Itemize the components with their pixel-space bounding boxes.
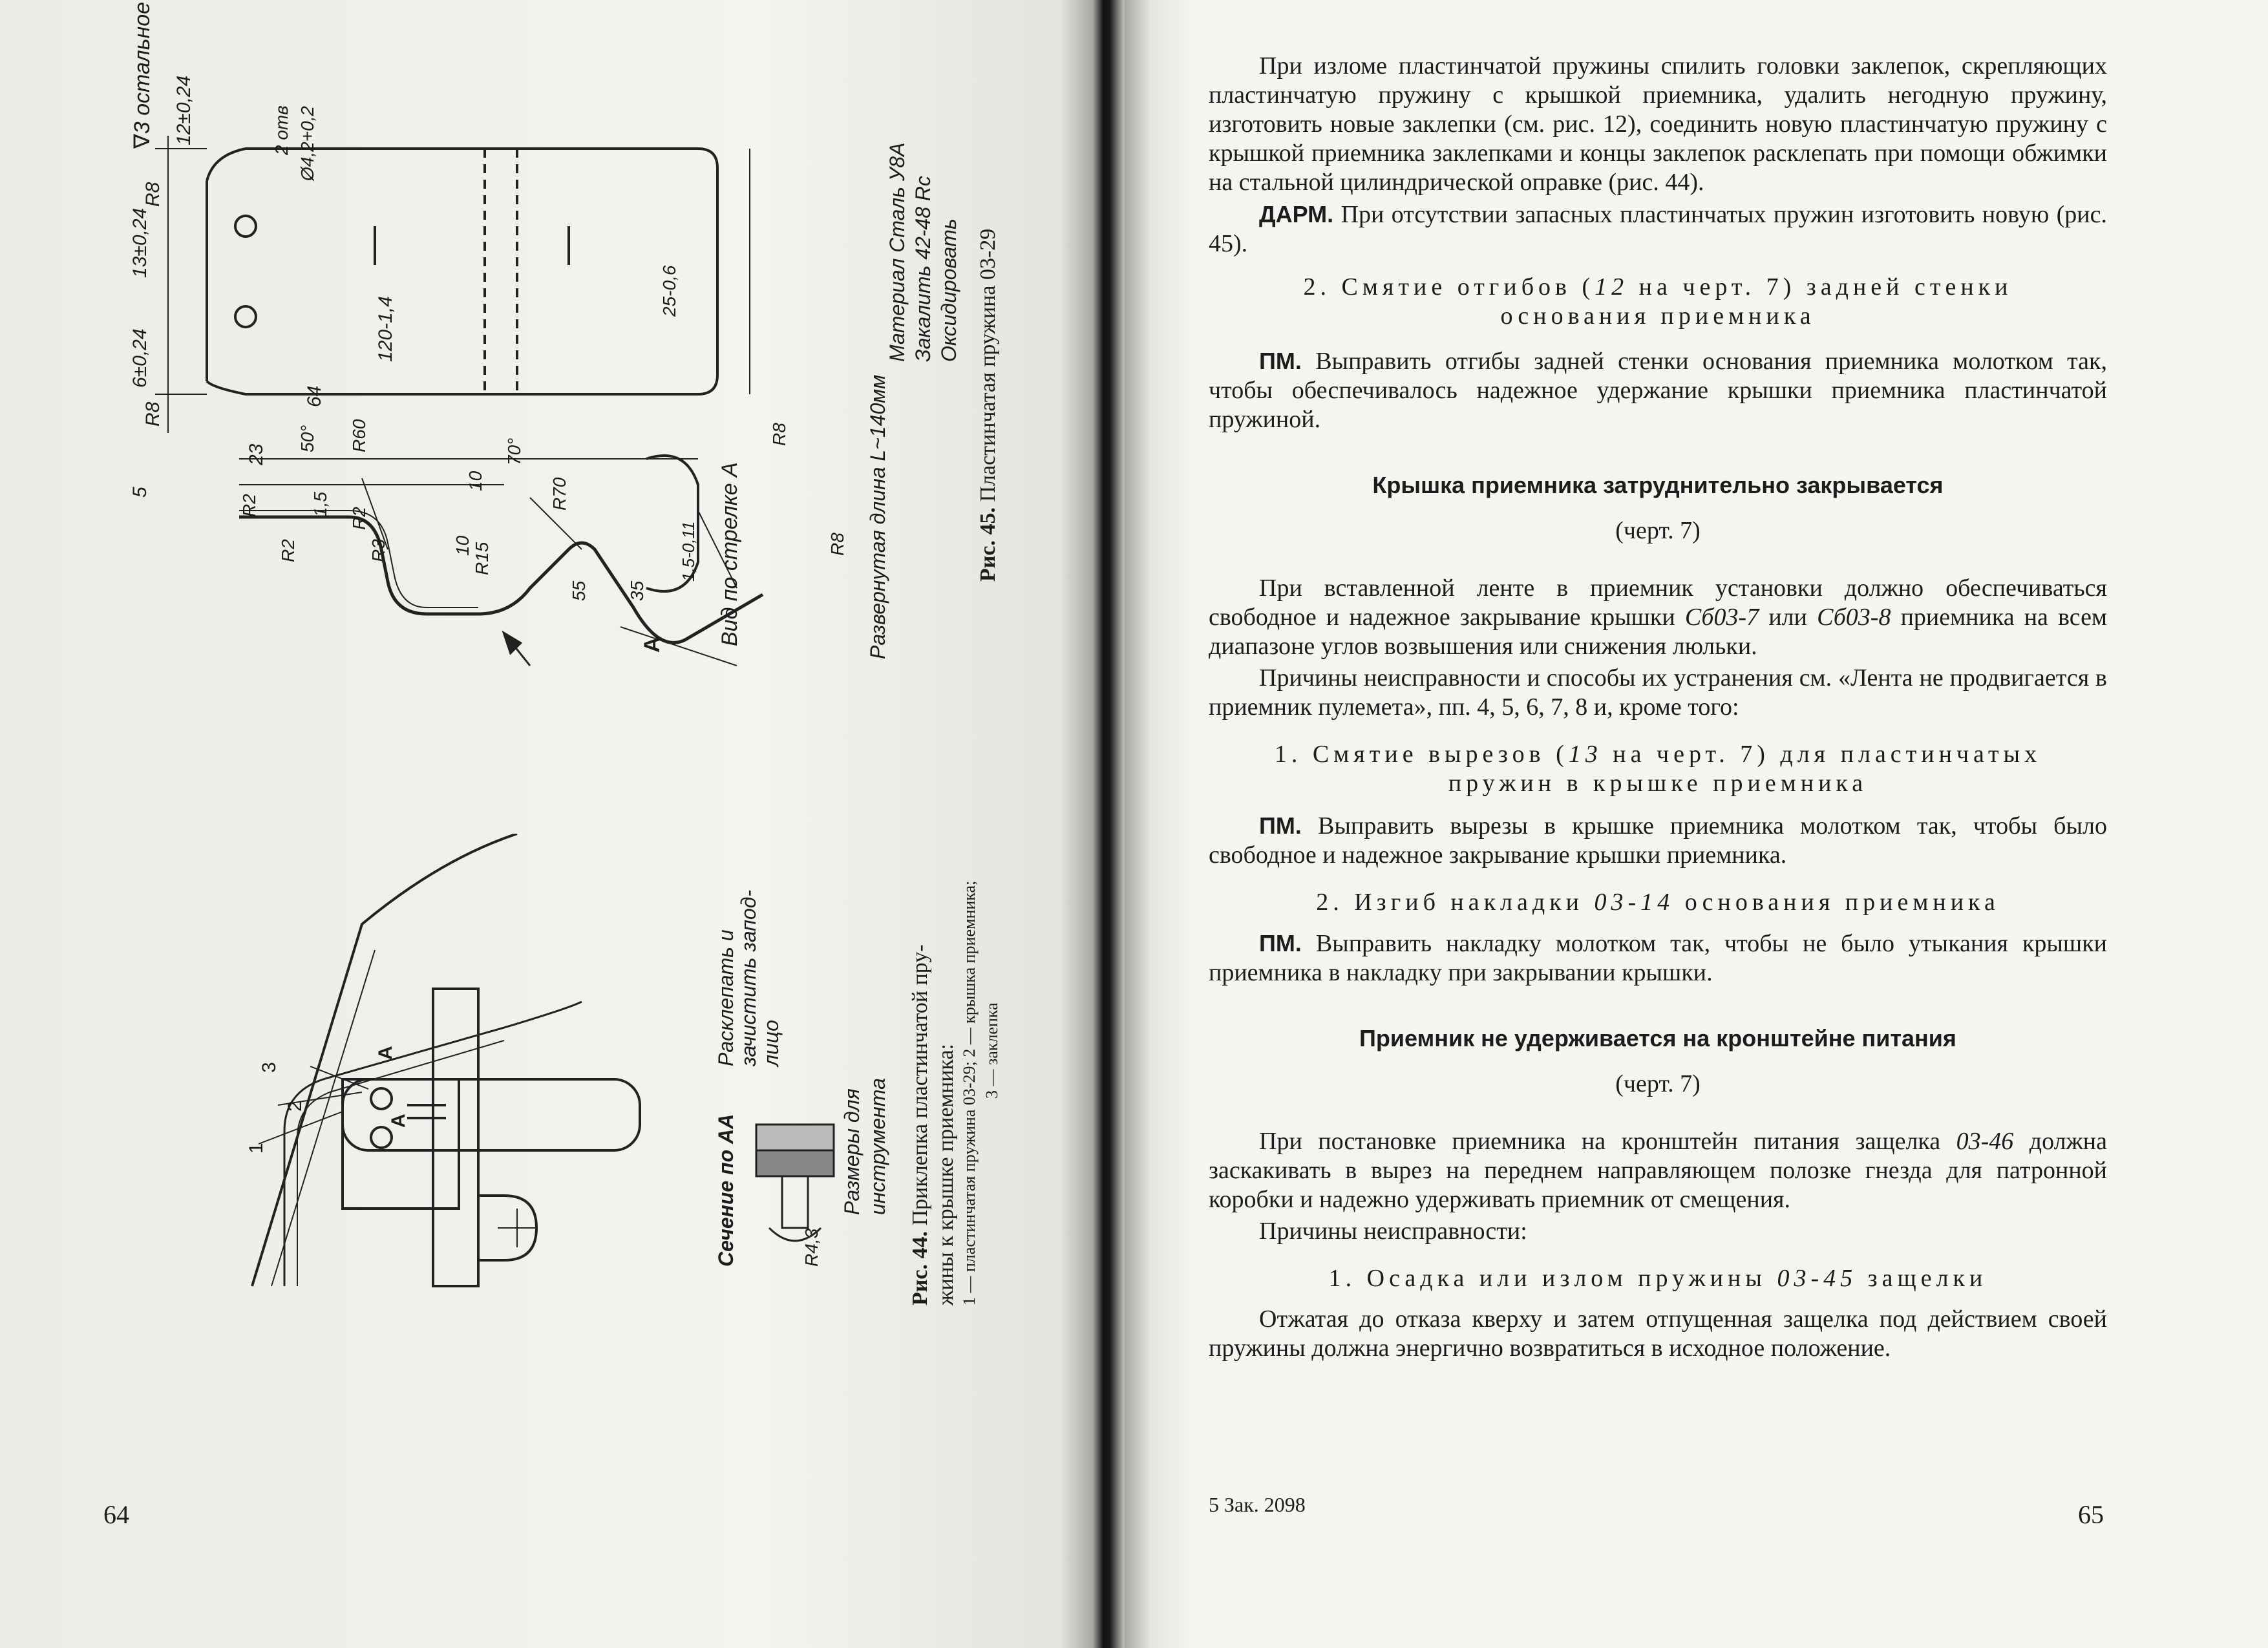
dim-holes: 2 отв: [271, 105, 291, 155]
dim-1-5: 1,5: [310, 492, 330, 517]
dim-r2-b: R2: [349, 507, 369, 530]
tool-note-1: Размеры для: [840, 1088, 864, 1215]
dim-r8-b: R8: [142, 401, 164, 427]
fig44-part-2: 2: [284, 1101, 306, 1112]
paragraph-10: Отжатая до отказа кверху и затем отпущенная защелка под действием своей пружины должна энергично возвратиться в исходное положение.: [1209, 1305, 2107, 1362]
paragraph-7: [1209, 929, 2107, 988]
fig44-part-3: 3: [259, 1062, 280, 1073]
heading-3-part-b: на черт. 7) для пластинчатых: [1602, 741, 2042, 768]
dim-r3: R3: [368, 539, 388, 562]
tool-note-2: инструмента: [866, 1078, 889, 1215]
fig44-caption-text-1: Приклепка пластинчатой пру-: [908, 944, 932, 1226]
heading-3-ref: 13: [1568, 741, 1602, 768]
dim-r8-a: R8: [142, 182, 164, 207]
part-ref-sb03-8: Сб03-8: [1817, 604, 1891, 631]
section-subtitle-1: (черт. 7): [1615, 517, 1701, 544]
fig45-caption-num: Рис. 45.: [976, 507, 1000, 582]
paragraph-3: [1209, 346, 2107, 434]
paragraph-6: [1209, 811, 2107, 870]
dim-10b: 10: [465, 470, 485, 491]
paragraph-4: [1209, 574, 2107, 661]
paragraph-9: Причины неисправности:: [1259, 1218, 1527, 1245]
heading-4-part-a: 2. Изгиб накладки: [1316, 889, 1595, 916]
fig44-a-top: A: [375, 1046, 396, 1060]
dim-55: 55: [569, 580, 589, 601]
section-drawing: [743, 1112, 847, 1254]
pm-label-2: ПМ.: [1259, 812, 1302, 839]
dim-thickness: 1,5-0,11: [679, 521, 698, 582]
paragraph-8: [1209, 1127, 2107, 1214]
heading-2-ref: 12: [1595, 273, 1629, 301]
dim-25: 25-0,6: [659, 265, 679, 317]
heading-2-part-a: 2. Смятие отгибов (: [1303, 273, 1595, 301]
dim-6: 6±0,24: [129, 328, 151, 388]
heading-4: [1209, 888, 2107, 917]
darm-label: ДАРМ.: [1259, 201, 1334, 227]
paragraph-2: [1209, 200, 2107, 259]
rivet-note-2: зачистить запод-: [737, 889, 760, 1066]
rivet-note-3: лицо: [759, 1020, 783, 1066]
heading-3-line-1: [1209, 740, 2107, 769]
fig44-caption-num: Рис. 44.: [908, 1231, 932, 1305]
dim-r2-a: R2: [239, 494, 259, 517]
dim-5: 5: [129, 487, 151, 498]
dim-50deg: 50°: [297, 425, 317, 452]
pm-label-1: ПМ.: [1259, 348, 1302, 374]
fig44-part-1: 1: [246, 1143, 267, 1154]
paragraph-4-part-c: приемника на всем диапазоне углов возвышения или снижения люльки.: [1209, 604, 2108, 660]
dim-r70: R70: [549, 477, 569, 511]
paragraph-5: Причины неисправности и способы их устранения см. «Лента не продвигается в приемник пулемета», пп. 4, 5, 6, 7, 8 и, кроме того:: [1209, 664, 2107, 721]
unfolded-length: Развернутая длина L~140мм: [866, 374, 889, 659]
dim-12: 12±0,24: [173, 75, 195, 145]
fig44-a-bottom: A: [388, 1114, 409, 1128]
paragraph-4-part-a: При вставленной ленте в приемник установки должно обеспечиваться свободное и надежное закрывание крышки: [1209, 575, 2107, 631]
dim-23: 23: [246, 443, 267, 465]
dim-35: 35: [627, 580, 647, 601]
dim-70deg: 70°: [504, 438, 524, 465]
view-label: Вид по стрелке А: [717, 462, 742, 646]
fig44-legend-1: 1 — пластинчатая пружина 03-29; 2 — крышка приемника;: [960, 880, 979, 1305]
heading-2-line-2: основания приемника: [1500, 302, 1816, 330]
section-label: Сечение по АА: [714, 1114, 737, 1267]
book-spine: [1060, 0, 1150, 1648]
paragraph-6-text: Выправить вырезы в крышке приемника молотком так, чтобы было свободное и надежное закрывание крышки приемника.: [1209, 812, 2107, 869]
paragraph-8-part-b: должна заскакивать в вырез на переднем направляющем полозке гнезда для патронной коробки и надежно удерживать приемник от смещения.: [1209, 1128, 2107, 1213]
dim-r2-c: R2: [278, 539, 298, 562]
print-order-note: 5 Зак. 2098: [1209, 1493, 1306, 1516]
heading-5: [1209, 1264, 2107, 1293]
pm-label-3: ПМ.: [1259, 930, 1302, 956]
paragraph-8-part-a: При постановке приемника на кронштейн питания защелка: [1259, 1128, 1956, 1155]
paragraph-4-part-b: или: [1759, 604, 1818, 631]
dim-13: 13±0,24: [129, 207, 151, 278]
fig44-legend-2: 3 — заклепка: [982, 1002, 1001, 1099]
fig44-caption-line-1: [908, 944, 933, 1305]
tool-dim-r43: R4,3: [801, 1228, 821, 1267]
arrow-a-label: A: [640, 637, 664, 653]
heading-4-part-b: основания приемника: [1674, 889, 2000, 916]
dim-view-r8: R8: [769, 423, 789, 446]
left-page-number: 64: [103, 1500, 129, 1529]
dim-10a: 10: [452, 535, 472, 556]
material-line-2: Закалить 42-48 Rc: [911, 175, 935, 362]
dim-roughness: ∇3 остальное: [130, 1, 154, 149]
heading-2-part-b: на черт. 7) задней стенки: [1628, 273, 2013, 301]
dim-view-r8-2: R8: [827, 533, 847, 556]
fig45-caption: [976, 229, 1001, 582]
material-line-3: Оксидировать: [937, 218, 960, 362]
paragraph-1: При изломе пластинчатой пружины спилить головки заклепок, скрепляющих пластинчатую пружину с крышкой приемника, удалить негодную пружину, изготовить новые заклепки (см. рис. 12), соединить новую пластинчатую пружину с крышкой приемника заклепками и концы заклепок расклепать при помощи обжимки на стальной цилиндрической оправке (рис. 44).: [1209, 52, 2107, 196]
section-title-1: Крышка приемника затруднительно закрывается: [1372, 472, 1944, 498]
heading-5-ref: 03-45: [1777, 1265, 1858, 1292]
dim-r60: R60: [349, 419, 369, 452]
dim-64: 64: [304, 385, 325, 407]
paragraph-7-text: Выправить накладку молотком так, чтобы не было утыкания крышки приемника в накладку при закрывании крышки.: [1209, 930, 2107, 986]
part-ref-sb03-7: Сб03-7: [1684, 604, 1759, 631]
heading-3-line-2: пружин в крышке приемника: [1448, 770, 1868, 797]
fig45-drawing: [116, 97, 795, 679]
heading-4-ref: 03-14: [1594, 889, 1675, 916]
dim-hole-d: Ø4,2+0,2: [297, 106, 317, 181]
fig45-caption-text: Пластинчатая пружина 03-29: [976, 228, 1000, 502]
heading-3-part-a: 1. Смятие вырезов (: [1274, 741, 1569, 768]
heading-2-line-1: [1209, 273, 2107, 302]
part-ref-03-46: 03-46: [1956, 1128, 2014, 1155]
heading-5-part-b: защелки: [1857, 1265, 1987, 1292]
right-page-text: [1209, 52, 2107, 1366]
dim-120: 120-1,4: [375, 296, 396, 362]
rivet-note-1: Расклепать и: [714, 929, 737, 1066]
fig44-caption-line-2: жины к крышке приемника:: [934, 1044, 958, 1305]
right-page-number: 65: [2078, 1500, 2104, 1529]
dim-r15: R15: [472, 542, 492, 575]
heading-5-part-a: 1. Осадка или излом пружины: [1328, 1265, 1777, 1292]
section-subtitle-2: (черт. 7): [1615, 1070, 1701, 1097]
material-line-1: Материал Сталь У8А: [885, 142, 909, 362]
paragraph-3-text: Выправить отгибы задней стенки основания приемника молотком так, чтобы обеспечивалось надежное удержание крышки приемника пластинчатой пружиной.: [1209, 348, 2107, 433]
section-title-2: Приемник не удерживается на кронштейне питания: [1359, 1025, 1956, 1051]
paragraph-2-text: При отсутствии запасных пластинчатых пружин изготовить новую (рис. 45).: [1209, 201, 2107, 257]
